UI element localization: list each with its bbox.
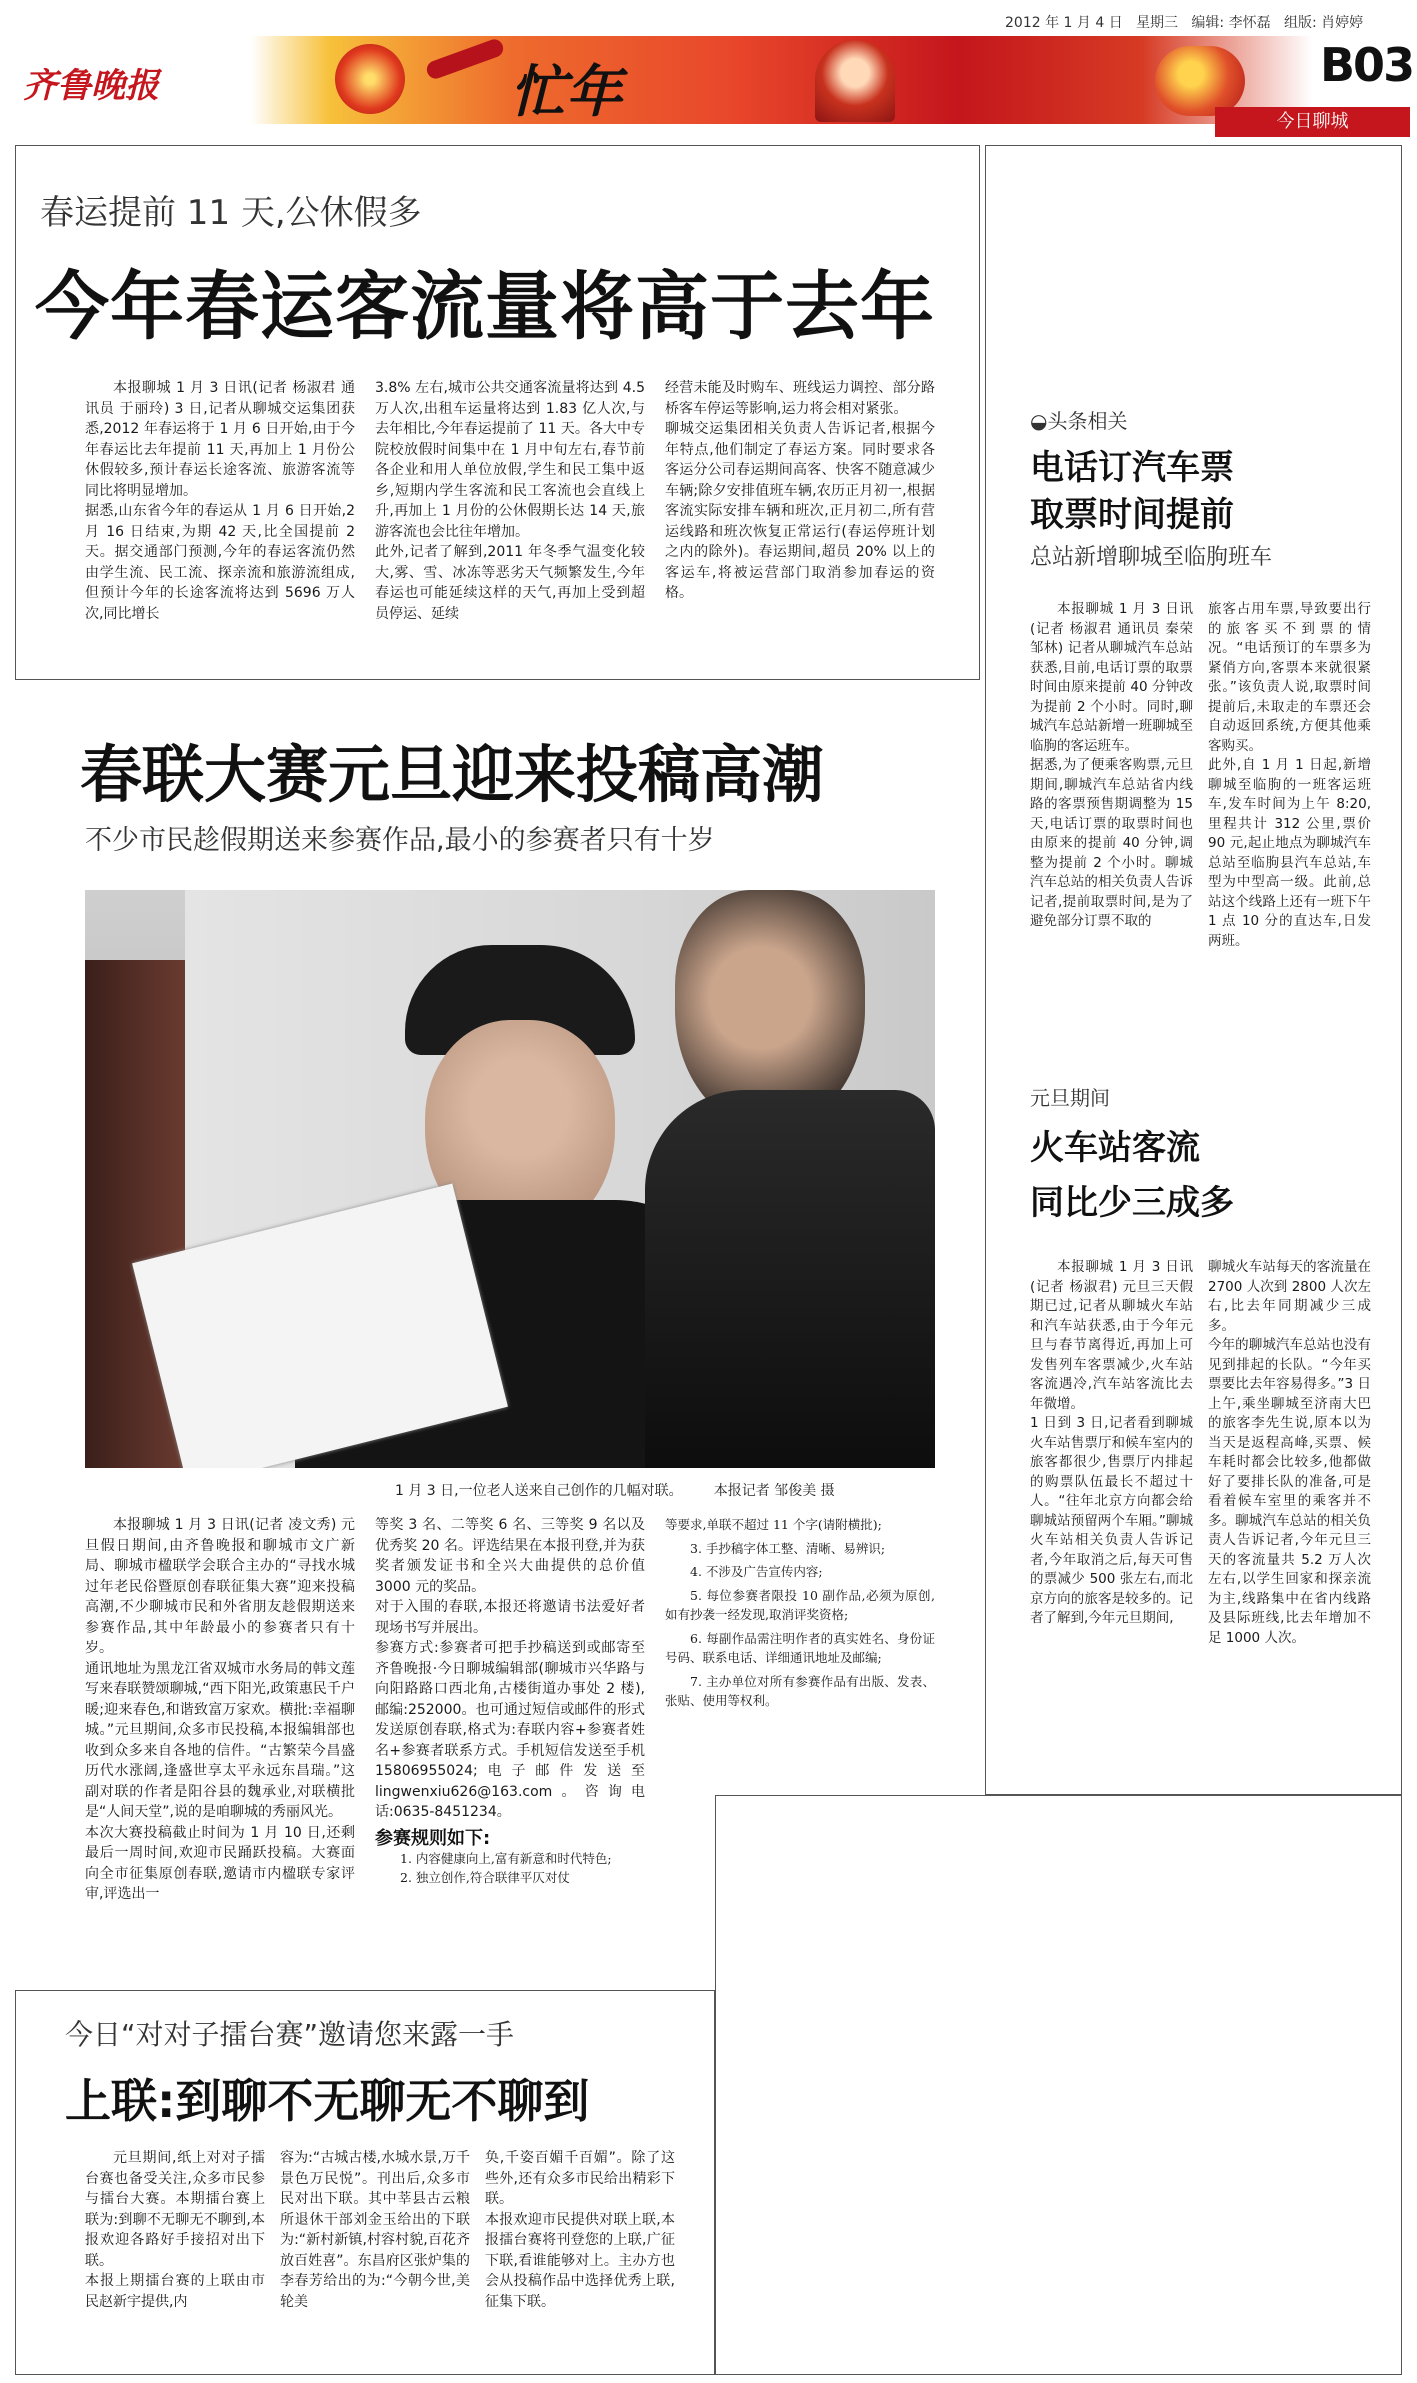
side1-col2 xyxy=(1208,600,1371,951)
story2-rules-a xyxy=(375,1849,645,1887)
story2-col2-text: 等奖 3 名、二等奖 6 名、三等奖 9 名以及优秀奖 20 名。评选结果在本报刊登,并为获奖者颁发证书和全兴大曲提供的总价值 3000 元的奖品。 对于入围的春联,本报还将邀请书法爱好者现场书写并展出。 参赛方式:参赛者可把手抄稿送到或邮寄至齐鲁晚报·今日聊城编辑部(聊城市兴华路与向阳路路口西北角,古楼街道办事处 2 楼),邮编:252000。也可通过短信或邮件的形式发送原创春联,格式为:春联内容+参赛者姓名+参赛者联系方式。手机短信发送至手机 15806955024;电子邮件发送至 lingwenxiu626@163.com。咨询电话:0635-8451234。 xyxy=(375,1517,645,1820)
editor-credit: 编辑: 李怀磊 xyxy=(1191,15,1271,31)
date-line xyxy=(1005,12,1405,32)
story3-col3-text: 奂,千姿百媚千百媚”。除了这些外,还有众多市民给出精彩下联。 本报欢迎市民提供对联上联,本报擂台赛将刊登您的上联,广征下联,看谁能够对上。主办方也会从投稿作品中选择优秀上联,征集下联。 xyxy=(485,2150,675,2310)
side1-col1-text: 本报聊城 1 月 3 日讯(记者 杨淑君 通讯员 秦荣 邹林) 记者从聊城汽车总站获悉,目前,电话订票的取票时间由原来提前 40 分钟改为提前 2 个小时。同时,聊城汽车总站新增一班聊城至临朐的客运班车。 据悉,为了便乘客购票,元旦期间,聊城汽车总站省内线路的客票预售期调整为 15 天,电话订票的取票时间也由原来的提前 40 分钟,调整为提前 2 个小时。聊城汽车总站的相关负责人告诉记者,提前取票时间,是为了避免部分订票不取的 xyxy=(1030,601,1193,929)
story2-caption-line xyxy=(395,1480,835,1500)
story3-col2-text: 容为:“古城古楼,水城水景,万千景色万民悦”。刊出后,众多市民对出下联。其中莘县古云粮所退休干部刘金玉给出的下联为:“新村新镇,村容村貌,百花齐放百姓喜”。东昌府区张炉集的李春芳给出的为:“今朝今世,美轮美 xyxy=(280,2150,470,2310)
story1-col2-text: 3.8% 左右,城市公共交通客流量将达到 4.5 万人次,出租车运量将达到 1.83 亿人次,与去年相比,今年春运提前了 11 天。各大中专院校放假时间集中在 1 月中旬左右,春节前各企业和用人单位放假,学生和民工集中返乡,短期内学生客流和民工客流也会直线上升,再加上 1 月份的公休假期长达 14 天,旅游客流也会比往年增加。 此外,记者了解到,2011 年冬季气温变化较大,雾、雪、冰冻等恶劣天气频繁发生,今年春运也可能延续这样的天气,再加上受到超员停运、延续 xyxy=(375,380,645,622)
rule-item: 5. 每位参赛者限投 10 副作品,必须为原创,如有抄袭一经发现,取消评奖资格; xyxy=(665,1587,935,1622)
rule-item: 2. 独立创作,符合联律平仄对仗 xyxy=(400,1870,570,1885)
side2-col1 xyxy=(1030,1258,1193,1629)
section-tab: 今日聊城 xyxy=(1215,107,1410,137)
banner-title: 忙年 xyxy=(510,59,622,125)
story3-kicker: 今日“对对子擂台赛”邀请您来露一手 xyxy=(65,2018,515,2051)
rule-item: 3. 手抄稿字体工整、清晰、易辨识; xyxy=(690,1540,886,1556)
side2-headline-l1: 火车站客流 xyxy=(1030,1128,1200,1168)
header-banner xyxy=(15,36,1325,124)
rule-item: 4. 不涉及广告宣传内容; xyxy=(690,1564,823,1579)
story1-col1 xyxy=(85,378,355,624)
side2-col2-text: 聊城火车站每天的客流量在 2700 人次到 2800 人次左右,比去年同期减少三成多。 今年的聊城汽车总站也没有见到排起的长队。“今年买票要比去年容易得多。”3 日上午,乘坐聊城至济南大巴的旅客李先生说,原本以为当天是返程高峰,买票、候车耗时都会比较多,他都做好了要排长队的准备,可是看着候车室里的乘客并不多。聊城汽车总站的相关负责人告诉记者,今年元旦三天的客流量共 5.2 万人次左右,以学生回家和探亲流为主,线路集中在省内线路及县际班线,比去年增加不足 1000 人次。 xyxy=(1208,1259,1371,1646)
story2-caption: 1 月 3 日,一位老人送来自己创作的几幅对联。 xyxy=(395,1483,683,1499)
story3-col1 xyxy=(85,2148,265,2312)
story1-kicker: 春运提前 11 天,公休假多 xyxy=(40,193,422,233)
rule-item: 6. 每副作品需注明作者的真实姓名、身份证号码、联系电话、详细通讯地址及邮编; xyxy=(665,1630,935,1665)
story1-headline: 今年春运客流量将高于去年 xyxy=(35,264,935,350)
story3-col3 xyxy=(485,2148,675,2312)
side2-headline-l2: 同比少三成多 xyxy=(1030,1183,1234,1223)
side1-col1 xyxy=(1030,600,1193,932)
side1-kicker xyxy=(1030,405,1127,434)
rule-item: 1. 内容健康向上,富有新意和时代特色; xyxy=(400,1851,612,1866)
side1-col2-text: 旅客占用车票,导致要出行的旅客买不到票的情况。“电话预订的车票多为紧俏方向,客票本来就很紧张。”该负责人说,取票时间提前后,未取走的车票还会自动返回系统,方便其他乘客购买。 此外,自 1 月 1 日起,新增聊城至临朐的一班客运班车,发车时间为上午 8:20,里程共计 312 公里,票价 90 元,起止地点为聊城汽车总站至临朐县汽车总站,车型为中型高一级。此前,总站这个线路上还有一班下午 1 点 10 分的直达车,日发两班。 xyxy=(1208,601,1371,949)
story2-col1-text: 本报聊城 1 月 3 日讯(记者 凌文秀) 元旦假日期间,由齐鲁晚报和聊城市文广新局、聊城市楹联学会联合主办的“寻找水城过年老民俗暨原创春联征集大赛”迎来投稿高潮,不少聊城市民和外省朋友趁假期送来参赛作品,其中年龄最小的参赛者只有十岁。 通讯地址为黑龙江省双城市水务局的韩文莲写来春联赞颂聊城,“西下阳光,政策惠民千户暖;迎来春色,和谐致富万家欢。横批:幸福聊城。”元旦期间,众多市民投稿,本报编辑部也收到众多来自各地的信件。“古繁荣今昌盛历代水涨阔,逢盛世享太平永远东昌瑞。”这副对联的作者是阳谷县的魏承业,对联横批是“人间天堂”,说的是咱聊城的秀丽风光。 本次大赛投稿截止时间为 1 月 10 日,还剩最后一周时间,欢迎市民踊跃投稿。大赛面向全市征集原创春联,邀请市内楹联专家评审,评选出一 xyxy=(85,1517,355,1902)
page-number: B03 xyxy=(1320,38,1414,92)
firecracker-icon xyxy=(424,37,505,81)
rule-item: 等要求,单联不超过 11 个字(请附横批); xyxy=(665,1517,882,1532)
side2-col2 xyxy=(1208,1258,1371,1648)
paper-logo: 齐鲁晚报 xyxy=(23,66,159,106)
story3-headline: 上联:到聊不无聊无不聊到 xyxy=(65,2074,590,2128)
story2-photo-credit: 本报记者 邹俊美 摄 xyxy=(713,1483,835,1499)
child-photo xyxy=(815,40,895,122)
story2-headline: 春联大赛元旦迎来投稿高潮 xyxy=(80,738,825,811)
story1-col3 xyxy=(665,378,935,604)
side1-subhead: 总站新增聊城至临朐班车 xyxy=(1030,545,1273,570)
layout-credit: 组版: 肖婷婷 xyxy=(1283,15,1364,31)
side1-headline-l2: 取票时间提前 xyxy=(1030,495,1234,535)
story3-col2 xyxy=(280,2148,470,2312)
story2-rules-title: 参赛规则如下: xyxy=(375,1827,491,1849)
masthead xyxy=(0,0,1417,140)
story2-col1 xyxy=(85,1515,355,1905)
story2-photo xyxy=(85,890,935,1468)
story2-subhead: 不少市民趁假期送来参赛作品,最小的参赛者只有十岁 xyxy=(85,825,715,856)
story1-col2 xyxy=(375,378,645,624)
side2-col1-text: 本报聊城 1 月 3 日讯(记者 杨淑君) 元旦三天假期已过,记者从聊城火车站和汽车站获悉,由于今年元旦与春节离得近,再加上可发售列车客票减少,火车站客流遇冷,汽车站客流比去年微增。 1 日到 3 日,记者看到聊城火车站售票厅和候车室内的旅客都很少,售票厅内排起的购票队伍最长不超过十人。“往年北京方向都会给聊城站预留两个车厢。”聊城火车站相关负责人告诉记者,今年取消之后,每天可售的票减少 500 张左右,而北京方向的旅客是较多的。记者了解到,今年元旦期间, xyxy=(1030,1259,1193,1626)
story1-col1-text: 本报聊城 1 月 3 日讯(记者 杨淑君 通讯员 于丽玲) 3 日,记者从聊城交运集团获悉,2012 年春运将于 1 月 6 日开始,由于今年春运比去年提前 11 天,再加上 1 月份公休假较多,预计春运长途客流、旅游客流等同比将明显增加。 据悉,山东省今年的春运从 1 月 6 日开始,2 月 16 日结束,为期 42 天,比全国提前 2 天。据交通部门预测,今年的春运客流仍然由学生流、民工流、探亲流和旅游流组成,但预计今年的长途客流将达到 5696 万人次,同比增长 xyxy=(85,380,355,622)
circle-half-icon: ◒ xyxy=(1030,409,1048,433)
story3-col1-text: 元旦期间,纸上对对子擂台赛也备受关注,众多市民参与擂台大赛。本期擂台赛上联为:到聊不无聊无不聊到,本报欢迎各路好手接招对出下联。 本报上期擂台赛的上联由市民赵新宇提供,内 xyxy=(85,2150,265,2310)
side1-kicker-text: 头条相关 xyxy=(1047,409,1128,433)
lion-dance-icon xyxy=(1155,46,1245,116)
rule-item: 7. 主办单位对所有参赛作品有出版、发表、张贴、使用等权利。 xyxy=(665,1673,935,1708)
lantern-icon xyxy=(335,44,405,114)
lower-right-box xyxy=(715,1795,1402,2375)
young-man-coat xyxy=(645,1090,935,1468)
story1-col3-text: 经营未能及时购车、班线运力调控、部分路桥客车停运等影响,运力将会相对紧张。 聊城交运集团相关负责人告诉记者,根据今年特点,他们制定了春运方案。同时要求各客运分公司春运期间高客、快客不随意减少车辆;除夕安排值班车辆,农历正月初一,根据客流实际安排车辆和班次,正月初二,所有营运线路和班次恢复正常运行(春运停班计划之内的除外)。春运期间,超员 20% 以上的客运车,将被运营部门取消参加春运的资格。 xyxy=(665,380,935,601)
side2-kicker: 元旦期间 xyxy=(1030,1086,1110,1110)
issue-date: 2012 年 1 月 4 日 xyxy=(1005,15,1123,31)
issue-weekday: 星期三 xyxy=(1136,15,1179,31)
story2-col2 xyxy=(375,1515,645,1887)
story2-col3 xyxy=(665,1515,935,1711)
side1-headline-l1: 电话订汽车票 xyxy=(1030,448,1234,488)
